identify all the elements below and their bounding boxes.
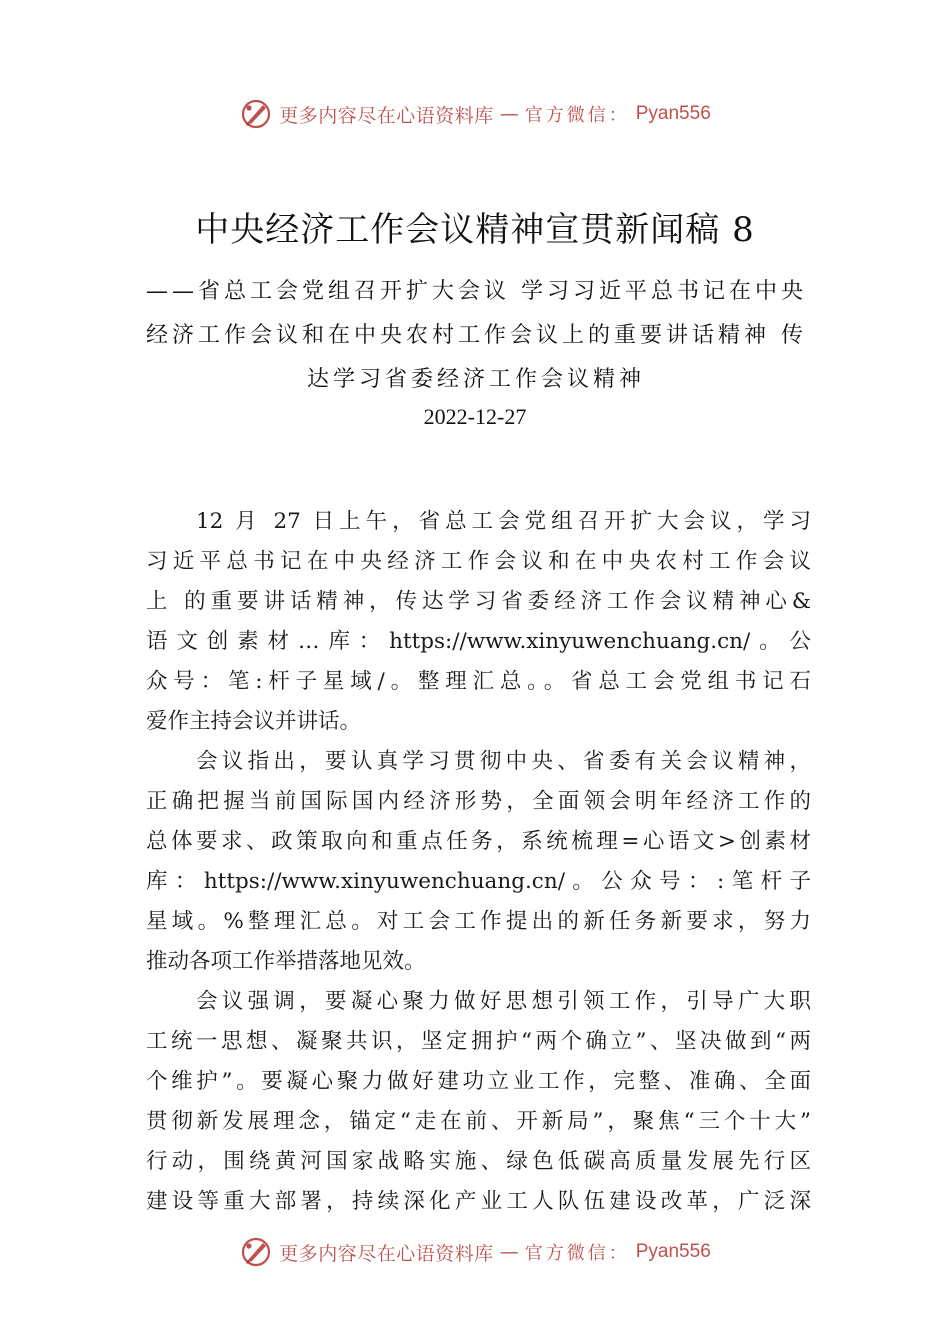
paragraph-line: 库：https://www.xinyuwenchuang.cn/。公众号：:笔杆子 <box>146 869 811 894</box>
quill-pen-seal-icon <box>239 1235 273 1269</box>
paragraph <box>146 982 811 1222</box>
watermark-text: 更多内容尽在心语资料库 <box>279 1242 494 1265</box>
watermark-dash: — <box>499 103 519 125</box>
watermark-wechat-id: Pyan556 <box>635 103 711 124</box>
paragraph-line: 个维护”。要凝心聚力做好建功立业工作，完整、准确、全面 <box>146 1069 811 1094</box>
paragraph-line: 总体要求、政策取向和重点任务，系统梳理=心语文>创素材 <box>146 829 811 854</box>
paragraph-line: 正确把握当前国际国内经济形势，全面领会明年经济工作的 <box>146 789 811 814</box>
document-body <box>146 502 811 1222</box>
paragraph-line: 上 的重要讲话精神，传达学习省委经济工作会议精神心& <box>146 589 811 614</box>
paragraph-line: 建设等重大部署，持续深化产业工人队伍建设改革，广泛深 <box>146 1189 811 1214</box>
subtitle-line: 经济工作会议和在中央农村工作会议上的重要讲话精神 传 <box>146 323 807 348</box>
document-subtitle <box>146 270 806 402</box>
paragraph-line: 12 月 27 日上午，省总工会党组召开扩大会议，学习 <box>196 509 811 534</box>
paragraph-line: 行动，围绕黄河国家战略实施、绿色低碳高质量发展先行区 <box>146 1149 811 1174</box>
watermark-text: 更多内容尽在心语资料库 <box>279 104 494 127</box>
paragraph <box>146 742 811 982</box>
paragraph-line: 众号：笔:杆子星域/。整理汇总。。省总工会党组书记石 <box>146 669 811 694</box>
watermark-wechat-label: 官方微信： <box>524 1243 630 1264</box>
document-date: 2022-12-27 <box>423 404 527 429</box>
footer-watermark <box>0 1232 950 1272</box>
paragraph-line: 贯彻新发展理念，锚定“走在前、开新局”，聚焦“三个十大” <box>146 1109 811 1134</box>
watermark-dash: — <box>499 1241 519 1263</box>
subtitle-line: ——省总工会党组召开扩大会议 学习习近平总书记在中央 <box>146 279 807 304</box>
paragraph <box>146 502 811 742</box>
document-title: 中央经济工作会议精神宣贯新闻稿 8 <box>195 210 755 250</box>
paragraph-line: 星域。%整理汇总。对工会工作提出的新任务新要求，努力 <box>146 909 811 934</box>
watermark-wechat-label: 官方微信： <box>524 105 630 126</box>
header-watermark <box>0 94 950 134</box>
paragraph-line: 工统一思想、凝聚共识，坚定拥护“两个确立”、坚决做到“两 <box>146 1029 811 1054</box>
paragraph-line: 习近平总书记在中央经济工作会议和在中央农村工作会议 <box>146 549 811 574</box>
paragraph-line: 推动各项工作举措落地见效。 <box>146 949 426 974</box>
paragraph-line: 会议强调，要凝心聚力做好思想引领工作，引导广大职 <box>196 989 811 1014</box>
paragraph-line: 爱作主持会议并讲话。 <box>146 709 362 734</box>
paragraph-line: 语文创素材…库：https://www.xinyuwenchuang.cn/。公 <box>146 629 811 654</box>
quill-pen-seal-icon <box>239 97 273 131</box>
paragraph-line: 会议指出，要认真学习贯彻中央、省委有关会议精神， <box>196 749 811 774</box>
subtitle-line: 达学习省委经济工作会议精神 <box>306 367 645 392</box>
watermark-wechat-id: Pyan556 <box>635 1241 711 1262</box>
